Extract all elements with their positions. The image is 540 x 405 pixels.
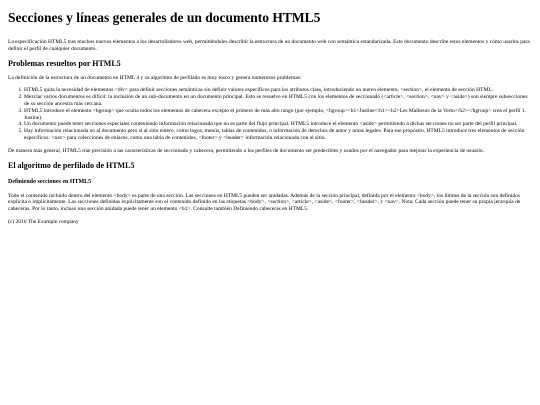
list-item: 4. Un documento puede tener secciones especiales conteniendo información relacionada que no es parte del flujo principal. HTML5 introduce el elemento <aside> permitiendo a dichas secciones no ser parte del perfil principal. — [24, 121, 532, 128]
list-item: 2. Mezclar varios documentos es difícil: la inclusión de un sub-documento en un documento principal. Esto se resuelve en HTML5 con los elementos de seccionado (<article>, <section>, <nav> y <aside>) son siempre subsecciones de su sección ancestra más cercana. — [24, 94, 532, 108]
page-title: Secciones y líneas generales de un documento HTML5 — [8, 10, 321, 25]
subheading-defining-sections: Definiendo secciones en HTML5 — [8, 178, 92, 185]
problems-list — [8, 87, 532, 141]
section-heading-algorithm: El algoritmo de perfilado de HTML5 — [8, 160, 135, 170]
problems-lead-paragraph: La definición de la estructura de un documento en HTML 4 y su algoritmo de perfilado es muy tosco y genera numerosos problemas: — [8, 74, 302, 81]
section-heading-problems: Problemas resueltos por HTML5 — [8, 58, 121, 68]
footer-copyright: (c) 2010 The Example company — [8, 218, 79, 225]
list-item: 5. Hay información relacionada no al documento pero si al sitio entero, como logos, menús, tablas de contenidos, o información de derechos de autor y notas legales. Para ese propósito, HTML5 introduce tres elementos de sección específicos: <nav> para colecciones de enlaces, como una tabla de contenidos, <footer> y <header> información relacionada con el sitio. — [24, 128, 532, 142]
list-item: 3. HTML5 introduce el elemento <hgroup> que oculta todos los elementos de cabecera excepto el primero de más alto rango (por ejemplo, <hgroup><h1>Justine</h1><h2>Les Malheurs de la Vertu</h2></hgroup> crea el perfil 1. Justine). — [24, 108, 532, 122]
defining-sections-paragraph: Todo el contenido incluido dentro del elemento <body> es parte de una sección. Las secciones en HTML5 pueden ser anidadas. Además de la sección principal, definida por el elemento <body>, los límites de la sección son definidos explícita o implícitamente. Las secciones definidas explícitamente son el contenido definido en las etiquetas <body>, <section>, <article>, <aside>, <footer>, <header>, y <nav>. Nota: Cada sección puede tener su propia jerarquía de cabeceras. Por lo tanto, incluso una sección anidada puede tener un elemento <h1>. Consulte también Definiendo cabeceras en HTML5. — [8, 192, 521, 213]
intro-paragraph: La especificación HTML5 trae muchos nuevos elementos a los desarrolladores web, permitiéndoles describir la estructura de un documento web con semántica estandarizada. Este documento describe estos elementos y cómo usarlos para definir el perfil de cualquier documento. — [8, 39, 530, 52]
list-item: 1. HTML5 quita la necesidad de elementos <div> para definir secciones semánticas sin definir valores específicos para los atributos class, introduciendo un nuevo elemento, <section>, el elemento de sección HTML. — [24, 87, 532, 94]
problems-conclusion-paragraph: De manera más general, HTML5 trae precisión a las características de seccionado y cabecera, permitiendo a los perfiles de documento ser predecibles y usados por el navegador para mejorar la experiencia de usuario. — [8, 147, 484, 154]
